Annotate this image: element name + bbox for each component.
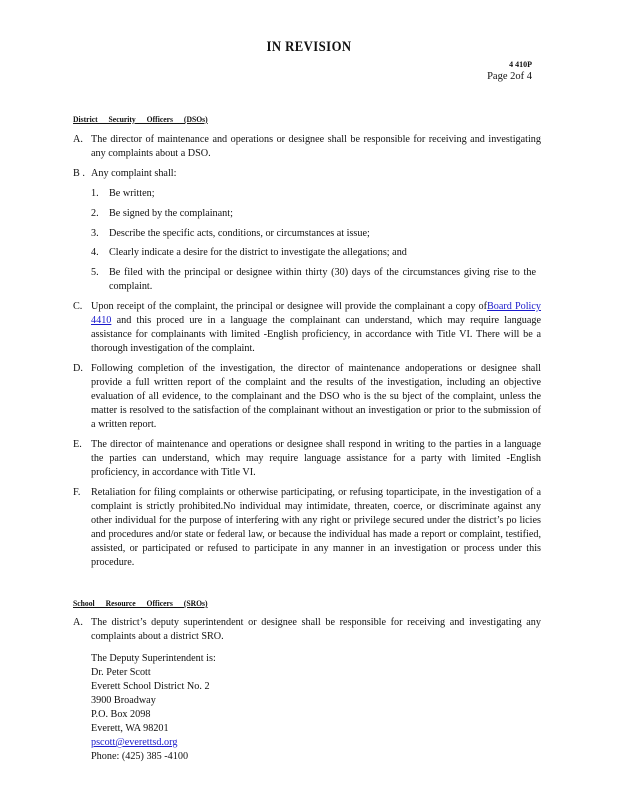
dso-subitem-2 <box>91 207 536 221</box>
contact-intro: The Deputy Superintendent is: <box>91 653 216 664</box>
dso-item-a <box>73 133 541 161</box>
dso-subitem-3 <box>91 227 536 241</box>
item-text <box>91 300 541 356</box>
dso-subitem-4 <box>91 246 536 260</box>
item-letter: A. <box>73 134 83 145</box>
contact-name: Dr. Peter Scott <box>91 667 151 678</box>
subitem-text: Be written; <box>109 188 155 199</box>
item-text: The director of maintenance and operations or designee shall respond in writing to the parties in a language the parties can understand, which may require language assistance for a party with limited -English proficiency, in accordance with Title VI. <box>91 439 541 478</box>
dso-subitem-1 <box>91 187 536 201</box>
contact-phone: Phone: (425) 385 -4100 <box>91 751 189 762</box>
subitem-text: Describe the specific acts, conditions, or circumstances at issue; <box>109 228 370 239</box>
item-letter: D. <box>73 363 83 374</box>
subitem-number: 2. <box>91 208 99 219</box>
contact-city: Everett, WA 98201 <box>91 723 169 734</box>
dso-subitem-5 <box>91 266 536 294</box>
item-letter: E. <box>73 439 82 450</box>
contact-email-link[interactable]: pscott@everettsd.org <box>91 737 178 748</box>
dso-item-f <box>73 486 541 570</box>
contact-street: 3900 Broadway <box>91 695 156 706</box>
dso-item-b <box>73 167 541 181</box>
item-text: Any complaint shall: <box>91 168 177 179</box>
item-text: The district’s deputy superintendent or designee shall be responsible for receiving and investigating any complaints about a district SRO. <box>91 617 541 642</box>
subitem-text: Be filed with the principal or designee within thirty (30) days of the circumstances giving rise to the complaint. <box>109 267 536 292</box>
deputy-contact-block <box>91 652 216 764</box>
dso-item-d <box>73 362 541 432</box>
dso-item-e <box>73 438 541 480</box>
item-text: The director of maintenance and operations or designee shall be responsible for receiving and investigating any complaints about a DSO. <box>91 134 541 159</box>
subitem-number: 1. <box>91 188 99 199</box>
item-text-after: and this proced ure in a language the complainant can understand, which may require language assistance for complainants with limited -English proficiency, in accordance with Title VI. There will be a thorough investigation of the complaint. <box>91 315 541 354</box>
item-letter: B . <box>73 168 85 179</box>
item-text: Retaliation for filing complaints or otherwise participating, or refusing toparticipate, in the investigation of a complaint is strictly prohibited.No individual may intimidate, threaten, coerce, or discriminate against any other individual for the purpose of interfering with any right or privilege secured under the district’s po licies and procedures and/or state or federal law, or because the individual has made a report or complaint, testified, assisted, or participated or refused to participate in any manner in an investigation or process under this procedure. <box>91 487 541 568</box>
document-number: 4 410P <box>509 60 532 69</box>
sro-section-heading: School Resource Officers (SROs) <box>73 598 208 608</box>
contact-organization: Everett School District No. 2 <box>91 681 210 692</box>
contact-po-box: P.O. Box 2098 <box>91 709 151 720</box>
subitem-text: Be signed by the complainant; <box>109 208 233 219</box>
board-policy-link[interactable]: Board Policy 4410 <box>91 301 542 326</box>
page-title: IN REVISION <box>266 39 352 55</box>
subitem-number: 5. <box>91 267 99 278</box>
sro-item-a <box>73 616 541 644</box>
subitem-number: 3. <box>91 228 99 239</box>
page-number: Page 2of 4 <box>487 71 532 82</box>
item-text-before: Upon receipt of the complaint, the principal or designee will provide the complainant a copy of <box>91 301 487 312</box>
dso-item-c <box>73 300 541 356</box>
subitem-number: 4. <box>91 247 99 258</box>
item-letter: C. <box>73 301 83 312</box>
dso-section-heading: District Security Officers (DSOs) <box>73 114 208 124</box>
item-letter: A. <box>73 617 83 628</box>
item-text: Following completion of the investigation, the director of maintenance andoperations or designee shall provide a full written report of the complaint and the results of the investigation, including an objective evaluation of all evidence, to the complainant and the DSO who is the su bject of the complaint, unless the matter is resolved to the satisfaction of the complainant without an investigation or prior to the submission of a written report. <box>91 363 541 430</box>
item-letter: F. <box>73 487 81 498</box>
subitem-text: Clearly indicate a desire for the district to investigate the allegations; and <box>109 247 407 258</box>
